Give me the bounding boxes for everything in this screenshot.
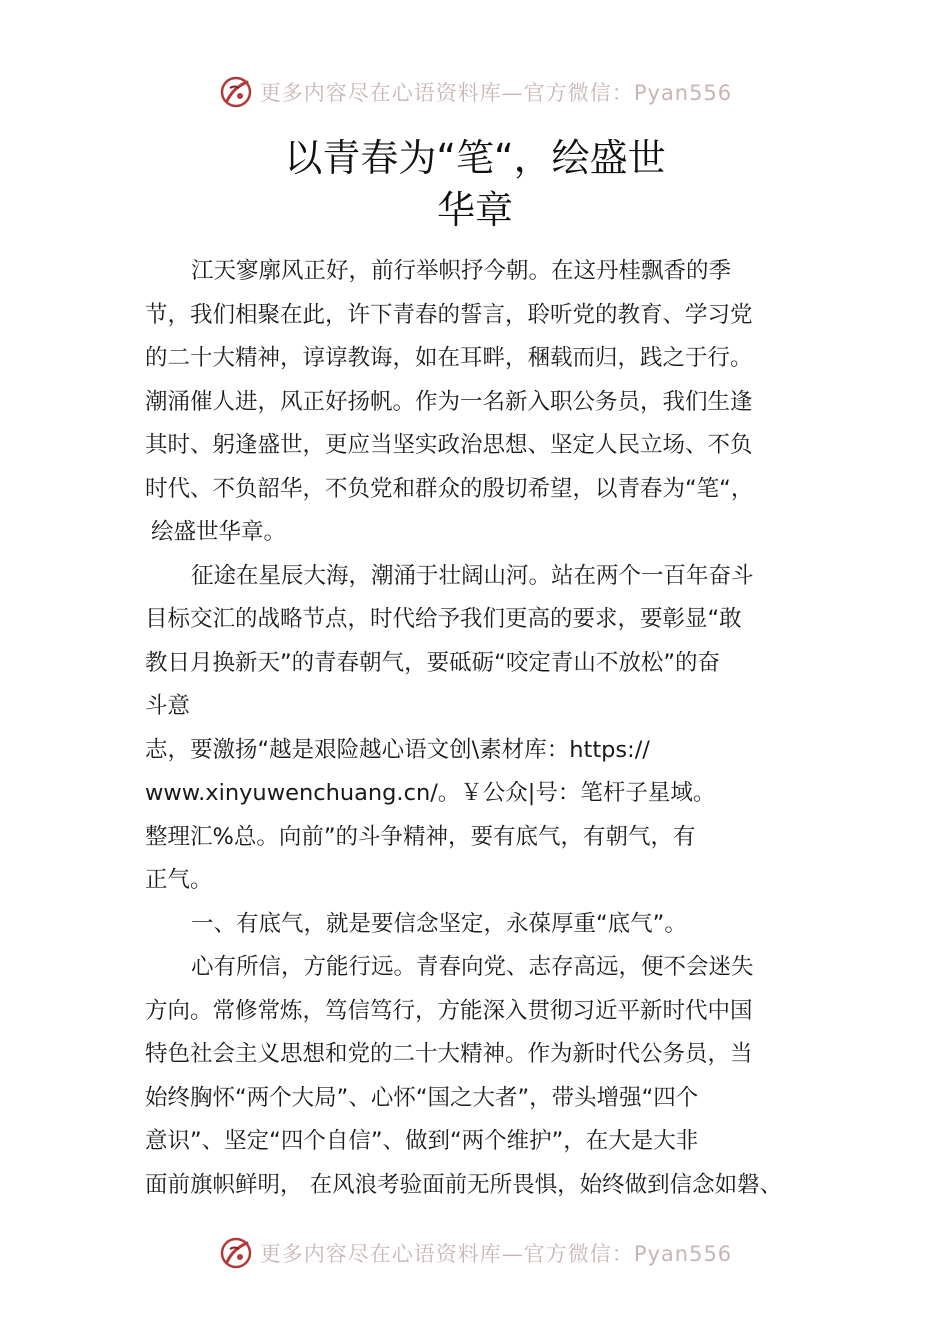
wechat-id: Pyan556 <box>633 81 733 105</box>
body-line: 斗意 <box>145 693 191 719</box>
body-line: 目标交汇的战略节点，时代给予我们更高的要求，要彰显“敢 <box>145 606 742 632</box>
body-line: 节，我们相聚在此，许下青春的誓言，聆听党的教育、学习党 <box>145 301 753 328</box>
body-line: 潮涌催人进，风正好扬帆。作为一名新入职公务员，我们生逢 <box>145 388 753 415</box>
body-line: 征途在星辰大海，潮涌于壮阔山河。站在两个一百年奋斗 <box>191 562 754 589</box>
title-line-1: 以青春为“笔“，绘盛世 <box>284 136 666 180</box>
wechat-id: Pyan556 <box>633 1242 733 1266</box>
body-line: www.xinyuwenchuang.cn/。￥公众|号：笔杆子星域。 <box>145 780 716 806</box>
body-line: 面前旗帜鲜明， 在风浪考验面前无所畏惧，始终做到信念如磐、 <box>145 1171 783 1198</box>
body-line: 绘盛世华章。 <box>151 519 287 545</box>
brand-logo-icon <box>218 1235 254 1271</box>
body-line: 江天寥廓风正好，前行举帜抒今朝。在这丹桂飘香的季 <box>191 258 732 284</box>
body-line: 的二十大精神，谆谆教诲，如在耳畔，稛载而归，践之于行。 <box>145 345 753 371</box>
body-line: 志，要激扬“越是艰险越心语文创\素材库：https:// <box>145 736 650 763</box>
body-line: 整理汇%总。向前”的斗争精神，要有底气，有朝气，有 <box>145 823 696 850</box>
watermark-slogan: 更多内容尽在心语资料库—官方微信： <box>259 81 634 105</box>
body-line: 意识”、坚定“四个自信”、做到“两个维护”，在大是大非 <box>145 1128 699 1154</box>
watermark-slogan: 更多内容尽在心语资料库—官方微信： <box>259 1242 634 1266</box>
page-title <box>0 132 950 236</box>
body-line: 其时、躬逢盛世，更应当坚实政治思想、坚定人民立场、不负 <box>145 432 753 458</box>
body-line: 心有所信，方能行远。青春向党、志存高远，便不会迷失 <box>191 954 754 980</box>
body-line: 教日月换新天”的青春朝气，要砥砺“咬定青山不放松”的奋 <box>145 649 720 676</box>
body-line: 正气。 <box>145 867 213 893</box>
body-line: 时代、不负韶华，不负党和群众的殷切希望，以青春为“笔“， <box>145 475 754 502</box>
title-line-2: 华章 <box>436 188 513 232</box>
body-line: 特色社会主义思想和党的二十大精神。作为新时代公务员，当 <box>145 1041 753 1067</box>
body-line: 始终胸怀“两个大局”、心怀“国之大者”，带头增强“四个 <box>145 1084 699 1111</box>
body-line: 方向。常修常炼，笃信笃行，方能深入贯彻习近平新时代中国 <box>145 997 753 1024</box>
brand-logo-icon <box>218 74 254 110</box>
watermark-text <box>260 77 732 107</box>
footer-watermark-banner <box>0 1231 950 1275</box>
watermark-text <box>260 1238 732 1268</box>
section-heading: 一、有底气，就是要信念坚定，永葆厚重“底气”。 <box>191 910 687 937</box>
header-watermark-banner <box>0 70 950 114</box>
article-body <box>145 250 815 1207</box>
